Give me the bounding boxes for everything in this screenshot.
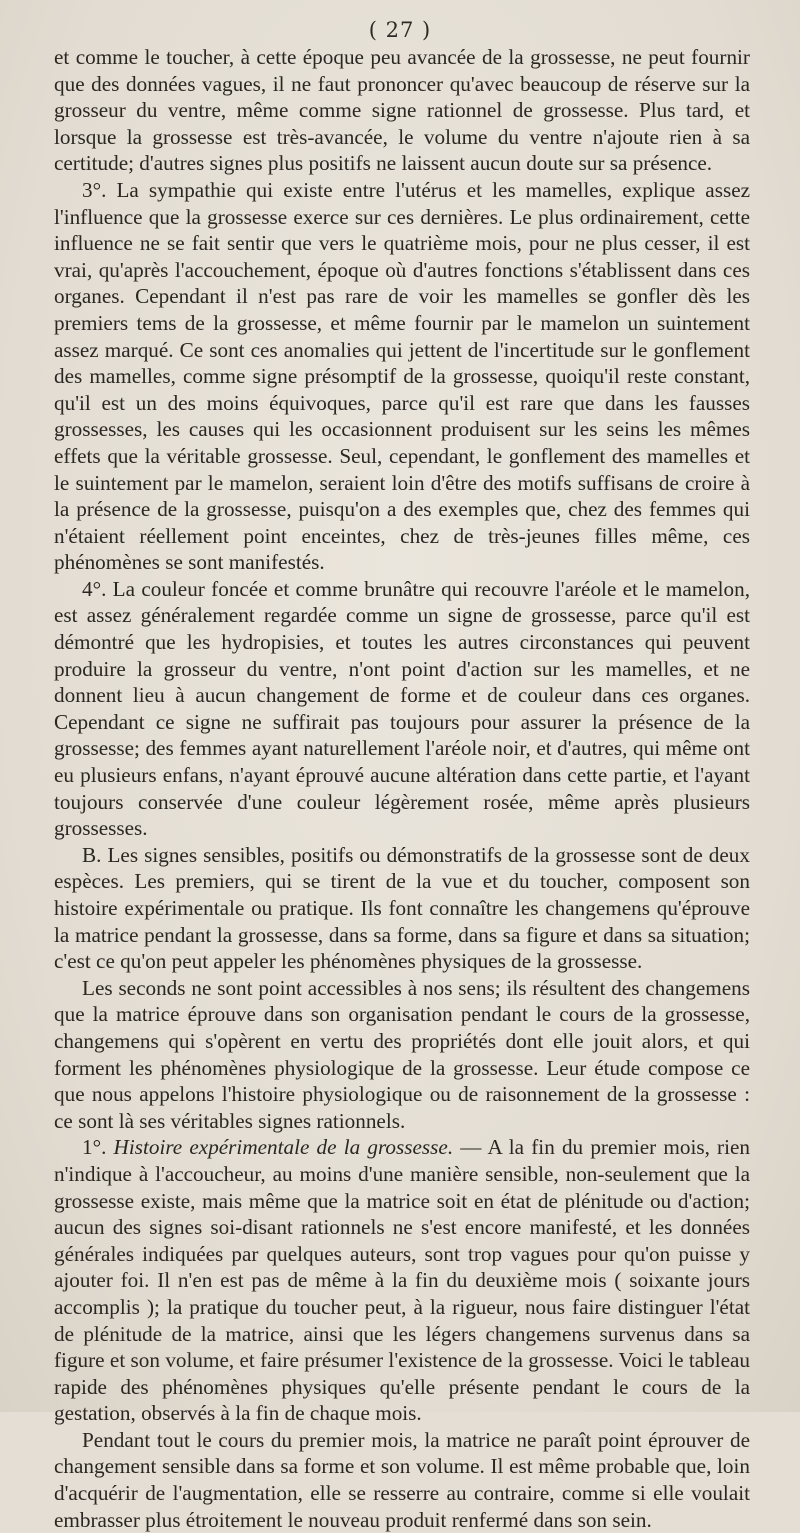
paragraph-7: Pendant tout le cours du premier mois, la matrice ne paraît point éprouver de changement sensible dans sa forme et son volume. Il est même probable que, loin d'acquérir de l'augmentation, elle se resserre au contraire, comme si elle voulait embrasser plus étroitement le nouveau produit renfermé dans son sein. [54, 1427, 750, 1532]
paragraph-6-text: — A la fin du premier mois, rien n'indique à l'accoucheur, au moins d'une manière sensible, non-seulement que la grossesse existe, mais même que la matrice soit en état de plénitude ou d'action; aucun des signes soi-disant rationnels ne s'est encore manifesté, et les données générales indiquées par quelques auteurs, sont trop vagues pour qu'on puisse y ajouter foi. Il n'en est pas de même à la fin du deuxième mois ( soixante jours accomplis ); la pratique du toucher peut, à la rigueur, nous faire distinguer l'état de plénitude de la matrice, ainsi que les légers changemens survenus dans sa figure et son volume, et faire présumer l'existence de la grossesse. Voici le tableau rapide des phénomènes physiques qu'elle présente pendant le cours de la gestation, observés à la fin de chaque mois. [54, 1135, 750, 1426]
paragraph-1: et comme le toucher, à cette époque peu avancée de la grossesse, ne peut fournir que des données vagues, il ne faut prononcer qu'avec beaucoup de réserve sur la grosseur du ventre, même comme signe rationnel de grossesse. Plus tard, et lorsque la grossesse est très-avancée, le volume du ventre n'ajoute rien à sa certitude; d'autres signes plus positifs ne laissent aucun doute sur sa présence. [54, 45, 750, 176]
body-text [54, 44, 750, 1533]
paragraph-6 [54, 1134, 750, 1427]
paragraph-3: 4°. La couleur foncée et comme brunâtre qui recouvre l'aréole et le mamelon, est assez généralement regardée comme un signe de grossesse, parce qu'il est démontré que les hydropisies, et toutes les autres circonstances qui peuvent produire la grosseur du ventre, n'ont point d'action sur les mamelles, et ne donnent lieu à aucun changement de forme et de couleur dans ces organes. Cependant ce signe ne suffirait pas toujours pour assurer la présence de la grossesse; des femmes ayant naturellement l'aréole noir, et d'autres, qui même ont eu plusieurs enfans, n'ayant éprouvé aucune altération dans cette partie, et l'ayant toujours conservée d'une couleur légèrement rosée, même après plusieurs grossesses. [54, 576, 750, 841]
paragraph-6-lead: 1°. [82, 1135, 114, 1160]
page-number: ( 27 ) [368, 18, 432, 42]
paragraph-2: 3°. La sympathie qui existe entre l'utérus et les mamelles, explique assez l'influence que la grossesse exerce sur ces dernières. Le plus ordinairement, cette influence ne se fait sentir que vers le quatrième mois, pour ne plus cesser, il est vrai, qu'après l'accouchement, époque où d'autres fonctions s'établissent dans ces organes. Cependant il n'est pas rare de voir les mamelles se gonfler dès les premiers tems de la grossesse, et même fournir par le mamelon un suintement assez marqué. Ce sont ces anomalies qui jettent de l'incertitude sur le gonflement des mamelles, comme signe présomptif de la grossesse, quoiqu'il reste constant, qu'il est un des moins équivoques, parce qu'il est rare que dans les fausses grossesses, les causes qui les occasionnent produisent sur les seins les mêmes effets que la véritable grossesse. Seul, cependant, le gonflement des mamelles et le suintement par le mamelon, seraient loin d'être des motifs suffisans de croire à la présence de la grossesse, puisqu'on a des exemples que, chez des femmes qui n'étaient réellement point enceintes, chez de très-jeunes filles même, ces phénomènes se sont manifestés. [54, 177, 750, 575]
paragraph-4: B. Les signes sensibles, positifs ou démonstratifs de la grossesse sont de deux espèces. Les premiers, qui se tirent de la vue et du toucher, composent son histoire expérimentale ou pratique. Ils font connaître les changemens qu'éprouve la matrice pendant la grossesse, dans sa forme, dans sa figure et dans sa situation; c'est ce qu'on peut appeler les phénomènes physiques de la grossesse. [54, 842, 750, 974]
paragraph-5: Les seconds ne sont point accessibles à nos sens; ils résultent des changemens que la matrice éprouve dans son organisation pendant le cours de la grossesse, changemens qui s'opèrent en vertu des propriétés dont elle jouit alors, et qui forment les phénomènes physiologique de la grossesse. Leur étude compose ce que nous appelons l'histoire physiologique ou de raisonnement de la grossesse : ce sont là ses véritables signes rationnels. [54, 975, 750, 1133]
section-heading-italic: Histoire expérimentale de la grossesse. [113, 1135, 454, 1160]
